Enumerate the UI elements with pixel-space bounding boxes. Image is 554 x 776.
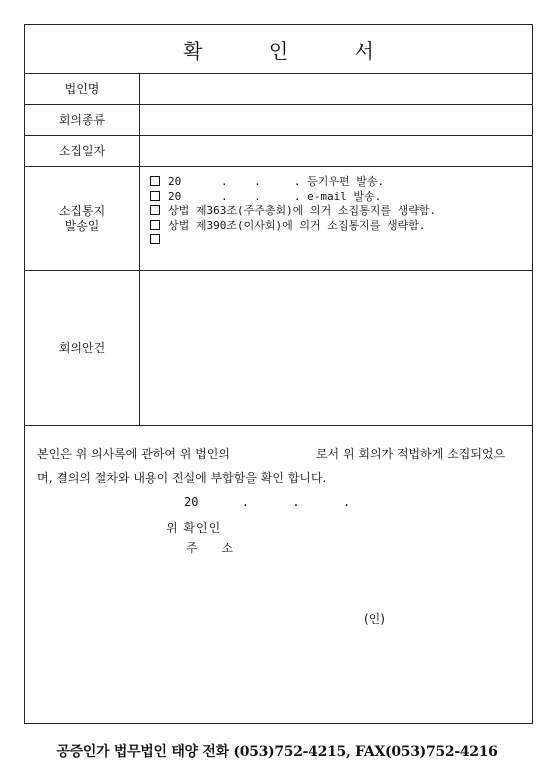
- address-label: 주 소: [186, 541, 243, 555]
- notice-option-text: 상법 제390조(이사회)에 의거 소집통지를 생략함.: [168, 218, 426, 232]
- signature-date: 20 . . .: [184, 495, 351, 509]
- checkbox[interactable]: [150, 205, 160, 215]
- checkbox[interactable]: [150, 176, 160, 186]
- confirmation-form: [24, 24, 533, 724]
- statement-part2: 로서 위 회의가 적법하게 소집되었으며, 결의의 절차와 내용이 진실에 부합함을 확인 합니다.: [37, 447, 506, 485]
- notice-date-label-line2: 발송일: [64, 218, 100, 233]
- footer-contact: 공증인가 법무법인 태양 전화 (053)752-4215, FAX(053)752-4216: [56, 744, 498, 760]
- agenda-row: [25, 271, 532, 426]
- agenda-field[interactable]: [140, 271, 532, 425]
- corp-name-field[interactable]: [140, 74, 532, 104]
- notice-date-row: [25, 167, 532, 271]
- seal-mark: (인): [364, 612, 385, 626]
- notice-option-email: [150, 189, 532, 204]
- meeting-type-row: [25, 105, 532, 136]
- agenda-label: 회의안건: [25, 271, 140, 425]
- convene-date-label: 소집일자: [25, 136, 140, 166]
- notice-option-board-omit: [150, 218, 532, 233]
- notice-date-label: [25, 167, 140, 270]
- checkbox[interactable]: [150, 220, 160, 230]
- confirmer-label: 위 확인인: [166, 521, 222, 535]
- notice-option-other: [150, 232, 532, 247]
- corp-name-label: 법인명: [25, 74, 140, 104]
- convene-date-row: [25, 136, 532, 167]
- checkbox[interactable]: [150, 234, 160, 244]
- notice-option-text: 20 . . . e-mail 발송.: [168, 189, 382, 203]
- convene-date-field[interactable]: [140, 136, 532, 166]
- corp-name-row: [25, 74, 532, 105]
- notice-option-shareholders-omit: [150, 203, 532, 218]
- notice-date-label-line1: 소집통지: [58, 203, 106, 218]
- statement: [25, 426, 532, 490]
- notice-options: [140, 167, 532, 270]
- notice-option-text: 상법 제363조(주주총회)에 의거 소집통지를 생략함.: [168, 204, 437, 218]
- meeting-type-label: 회의종류: [25, 105, 140, 135]
- meeting-type-field[interactable]: [140, 105, 532, 135]
- notice-option-registered-mail: [150, 174, 532, 189]
- document-title: 확 인 서: [25, 25, 532, 74]
- checkbox[interactable]: [150, 191, 160, 201]
- notice-option-text: 20 . . . 등기우편 발송.: [168, 175, 385, 189]
- statement-part1: 본인은 위 의사록에 관하여 위 법인의: [37, 447, 230, 461]
